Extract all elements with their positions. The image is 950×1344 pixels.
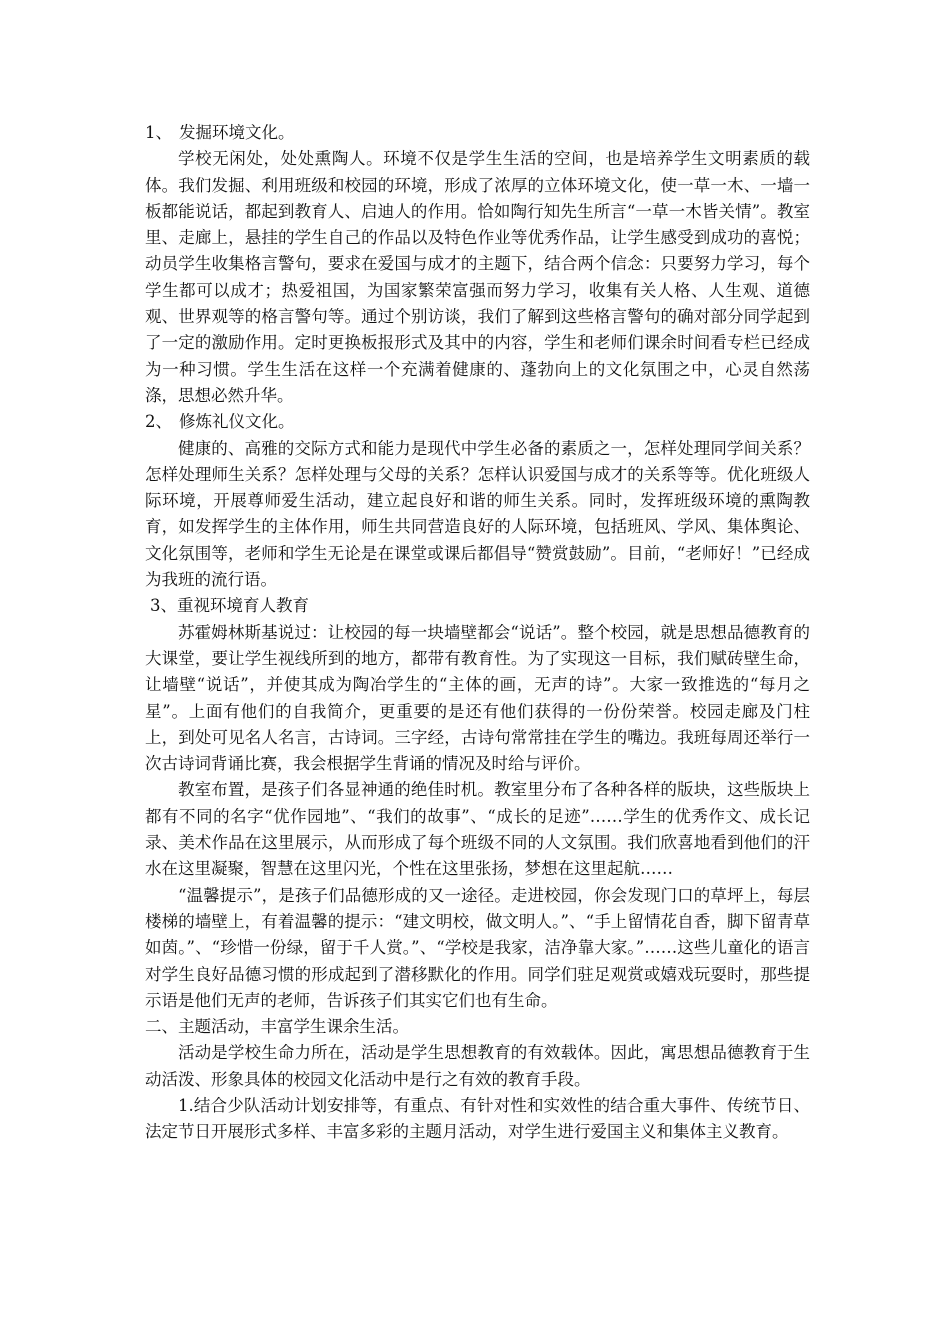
section-heading-1: [145, 120, 810, 146]
paragraph: 活动是学校生命力所在，活动是学生思想教育的有效载体。因此，寓思想品德教育于生动活泼、形象具体的校园文化活动中是行之有效的教育手段。: [145, 1043, 810, 1089]
section-heading-part-2: 二、主题活动，丰富学生课余生活。: [145, 1017, 409, 1037]
section-heading-3: 3、重视环境育人教育: [150, 596, 309, 616]
paragraph: 1.结合少队活动计划安排等，有重点、有针对性和实效性的结合重大事件、传统节日、法定节日开展形式多样、丰富多彩的主题月活动，对学生进行爱国主义和集体主义教育。: [145, 1095, 810, 1142]
paragraph: “温馨提示”，是孩子们品德形成的又一途径。走进校园，你会发现门口的草坪上，每层楼梯的墙壁上，有着温馨的提示：“建文明校，做文明人。”、“手上留情花自香，脚下留青草如茵。”、“珍惜一份绿，留于千人赏。”、“学校是我家，洁净靠大家。”……这些儿童化的语言对学生良好品德习惯的形成起到了潜移默化的作用。同学们驻足观赏或嬉戏玩耍时，那些提示语是他们无声的老师，告诉孩子们其实它们也有生命。: [145, 885, 810, 1010]
paragraph: 学校无闲处，处处熏陶人。环境不仅是学生生活的空间，也是培养学生文明素质的载体。我们发掘、利用班级和校园的环境，形成了浓厚的立体环境文化，使一草一木、一墙一板都能说话，都起到教育人、启迪人的作用。恰如陶行知先生所言“一草一木皆关情”。教室里、走廊上，悬挂的学生自己的作品以及特色作业等优秀作品，让学生感受到成功的喜悦；动员学生收集格言警句，要求在爱国与成才的主题下，结合两个信念：只要努力学习，每个学生都可以成才；热爱祖国，为国家繁荣富强而努力学习，收集有关人格、人生观、道德观、世界观等的格言警句等。通过个别访谈，我们了解到这些格言警句的确对部分同学起到了一定的激励作用。定时更换板报形式及其中的内容，学生和老师们课余时间看专栏已经成为一种习惯。学生生活在这样一个充满着健康的、蓬勃向上的文化氛围之中，心灵自然荡涤，思想必然升华。: [145, 149, 810, 405]
paragraph: 苏霍姆林斯基说过：让校园的每一块墙壁都会“说话”。整个校园，就是思想品德教育的大课堂，要让学生视线所到的地方，都带有教育性。为了实现这一目标，我们赋砖壁生命，让墙壁“说话”，并使其成为陶冶学生的“主体的画，无声的诗”。大家一致推选的“每月之星”。上面有他们的自我简介，更重要的是还有他们获得的一份份荣誉。校园走廊及门柱上，到处可见名人名言，古诗词。三字经，古诗句常常挂在学生的嘴边。我班每周还举行一次古诗词背诵比赛，我会根据学生背诵的情况及时给与评价。: [145, 622, 810, 774]
section-title: 修炼礼仪文化。: [179, 412, 295, 432]
section-number: 1、: [145, 123, 172, 142]
section-heading-2: [145, 409, 810, 435]
paragraph: 健康的、高雅的交际方式和能力是现代中学生必备的素质之一，怎样处理同学间关系？怎样处理师生关系？怎样处理与父母的关系？怎样认识爱国与成才的关系等等。优化班级人际环境，开展尊师爱生活动，建立起良好和谐的师生关系。同时，发挥班级环境的熏陶教育，如发挥学生的主体作用，师生共同营造良好的人际环境，包括班风、学风、集体舆论、文化氛围等，老师和学生无论是在课堂或课后都倡导“赞赏鼓励”。目前，“老师好！”已经成为我班的流行语。: [145, 438, 810, 590]
paragraph: 教室布置，是孩子们各显神通的绝佳时机。教室里分布了各种各样的版块，这些版块上都有不同的名字“优作园地”、“我们的故事”、“成长的足迹”……学生的优秀作文、成长记录、美术作品在这里展示，从而形成了每个班级不同的人文氛围。我们欣喜地看到他们的汗水在这里凝聚，智慧在这里闪光，个性在这里张扬，梦想在这里起航……: [145, 780, 810, 879]
section-number: 2、: [145, 412, 172, 432]
section-title: 发掘环境文化。: [179, 123, 295, 142]
document-body: [145, 120, 810, 1146]
